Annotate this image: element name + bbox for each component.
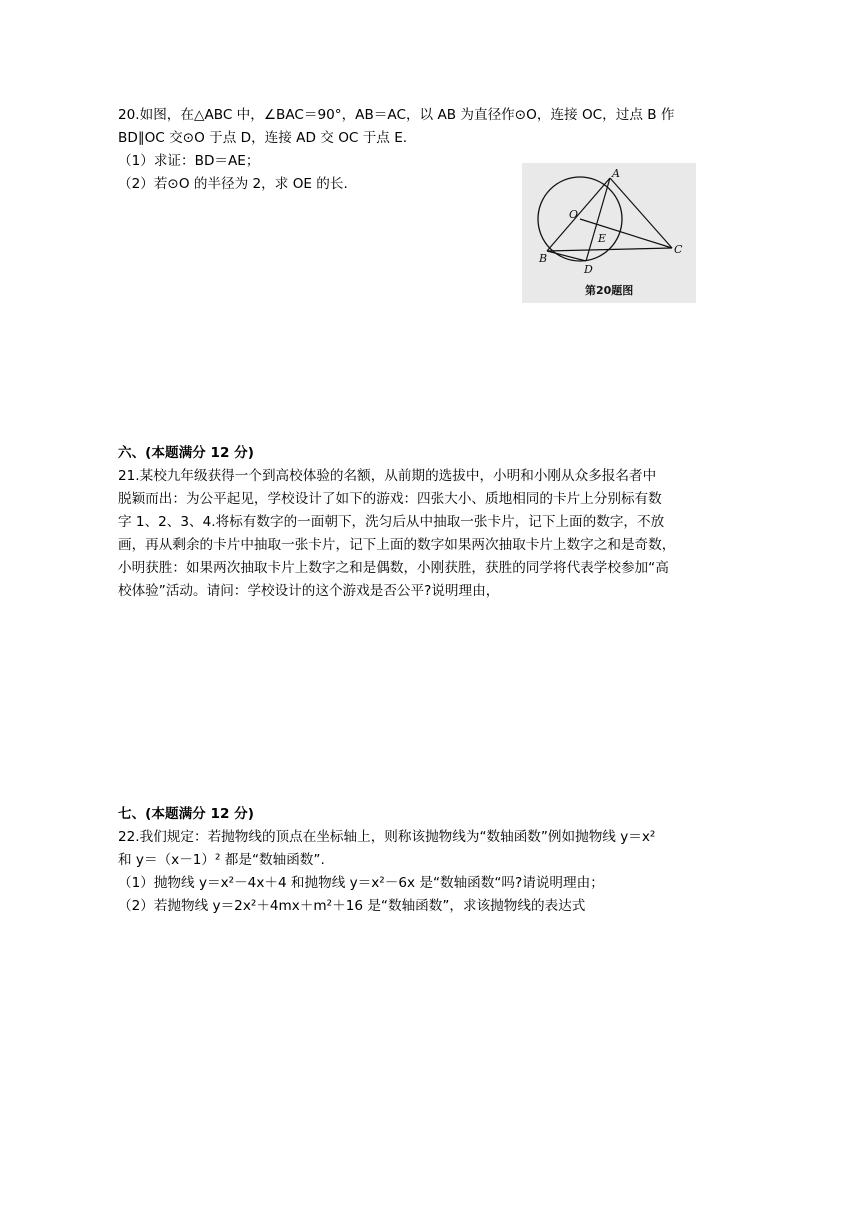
label-e: E bbox=[598, 232, 607, 245]
section-6-heading: 六、(本题满分 12 分) bbox=[118, 445, 254, 461]
label-a: A bbox=[612, 167, 620, 180]
q20-text-line-1: 20.如图，在△ABC 中，∠BAC＝90°，AB＝AC，以 AB 为直径作⊙O，连接 OC，过点 B 作 bbox=[118, 107, 675, 123]
q22-part-2: （2）若抛物线 y＝2x²＋4mx＋m²＋16 是“数轴函数”，求该抛物线的表达式 bbox=[118, 898, 586, 914]
q20-part-2: （2）若⊙O 的半径为 2，求 OE 的长. bbox=[118, 176, 348, 192]
q21-text-line-3: 字 1、2、3、4.将标有数字的一面朝下，洗匀后从中抽取一张卡片，记下上面的数字，不放 bbox=[118, 514, 665, 530]
segment-bd bbox=[547, 251, 586, 261]
q22-text-line-1: 22.我们规定：若抛物线的顶点在坐标轴上，则称该抛物线为“数轴函数”例如抛物线 y＝x² bbox=[118, 829, 656, 845]
segment-ac bbox=[610, 178, 672, 248]
label-d: D bbox=[584, 263, 593, 276]
q20-geometry-diagram bbox=[522, 163, 696, 303]
label-o: O bbox=[569, 208, 579, 221]
figure-caption: 第20题图 bbox=[585, 284, 634, 297]
q20-text-line-2: BD∥OC 交⊙O 于点 D，连接 AD 交 OC 于点 E. bbox=[118, 130, 408, 146]
q22-text-line-2: 和 y＝（x－1）² 都是“数轴函数”. bbox=[118, 852, 325, 868]
q22-part-1: （1）抛物线 y＝x²－4x＋4 和抛物线 y＝x²－6x 是“数轴函数“吗?请说明理由； bbox=[118, 875, 604, 891]
q21-text-line-6: 校体验”活动。请问：学校设计的这个游戏是否公平?说明理由， bbox=[118, 583, 500, 599]
q21-text-line-2: 脱颖而出：为公平起见，学校设计了如下的游戏：四张大小、质地相同的卡片上分别标有数 bbox=[118, 491, 662, 507]
q21-text-line-1: 21.某校九年级获得一个到高校体验的名额，从前期的选拔中，小明和小刚从众多报名者中 bbox=[118, 468, 657, 484]
label-c: C bbox=[674, 243, 683, 256]
segment-ad bbox=[586, 178, 610, 261]
section-7-heading: 七、(本题满分 12 分) bbox=[118, 806, 254, 822]
q20-part-1: （1）求证：BD＝AE； bbox=[118, 153, 260, 169]
q21-text-line-5: 小明获胜：如果两次抽取卡片上数字之和是偶数，小刚获胜，获胜的同学将代表学校参加“高 bbox=[118, 560, 669, 576]
q20-figure bbox=[522, 163, 696, 303]
q21-text-line-4: 画，再从剩余的卡片中抽取一张卡片，记下上面的数字如果两次抽取卡片上数字之和是奇数， bbox=[118, 537, 676, 553]
label-b: B bbox=[539, 252, 548, 265]
